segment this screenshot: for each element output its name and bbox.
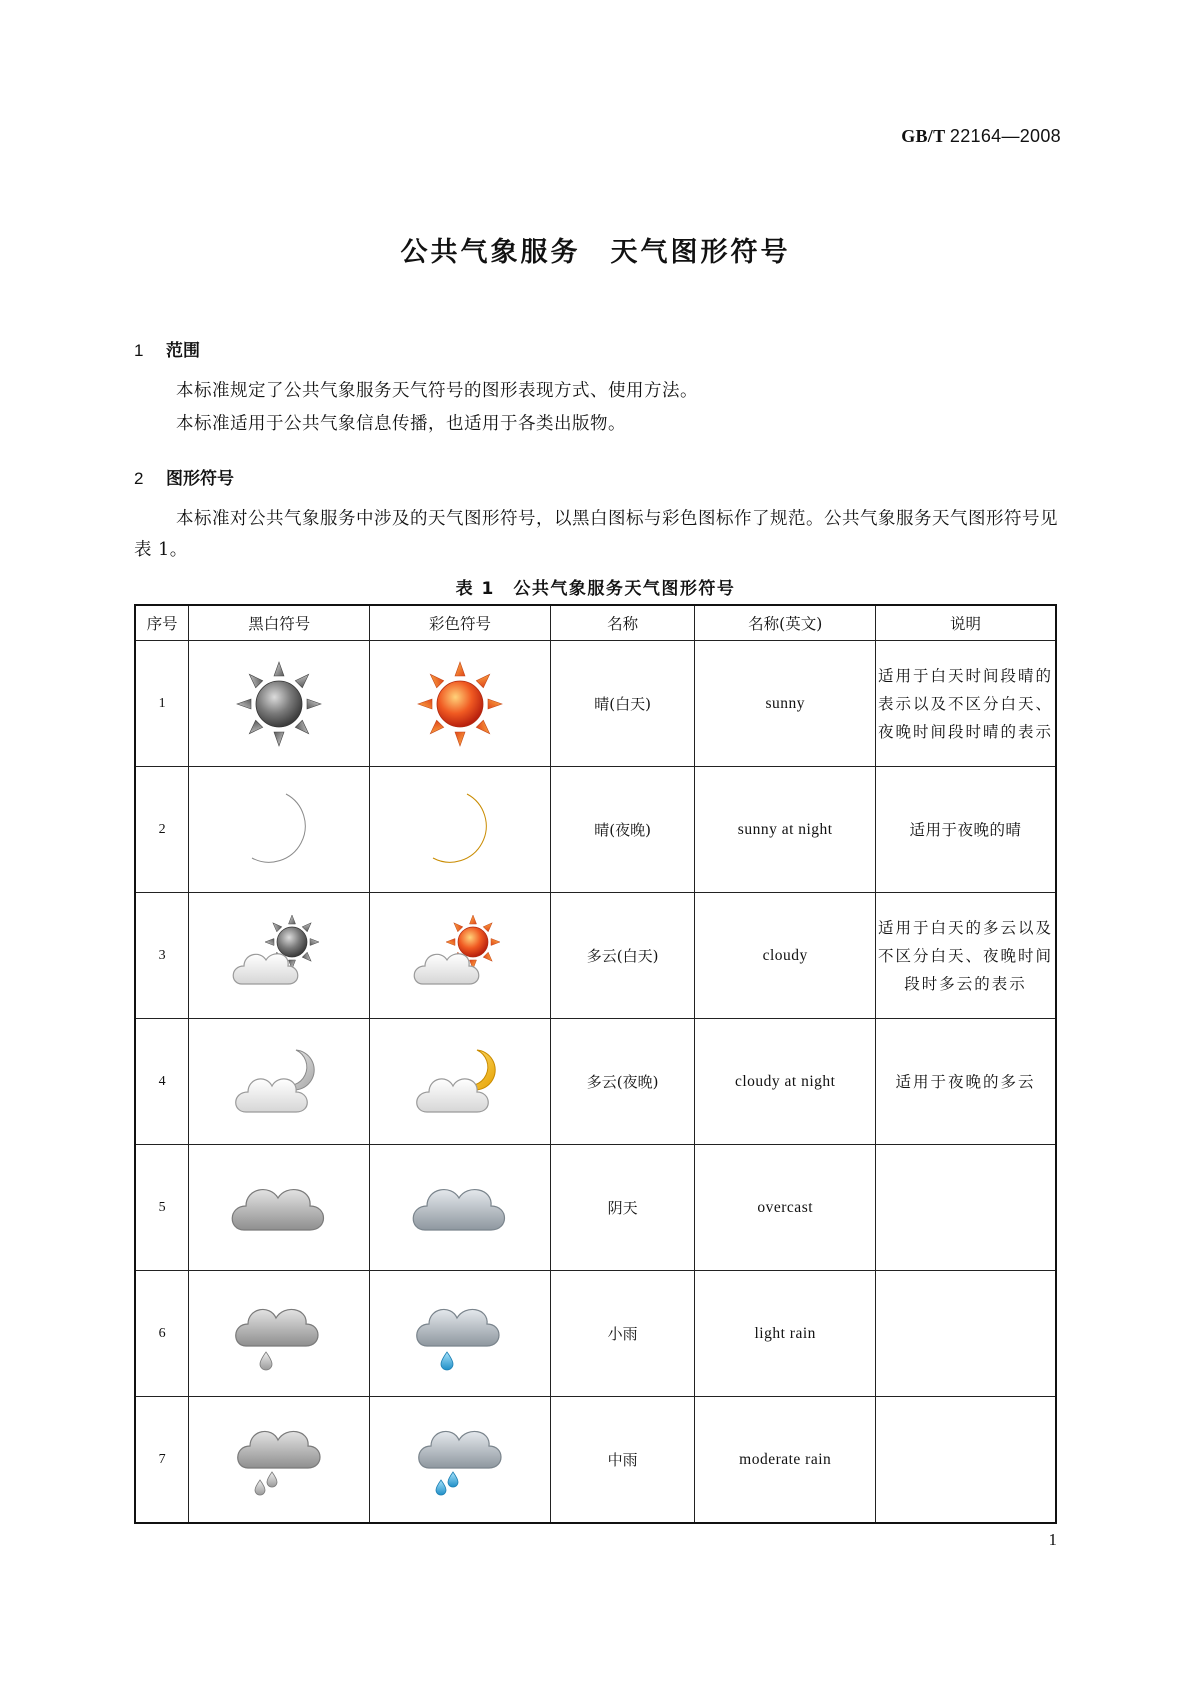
section-2-paragraph: 本标准对公共气象服务中涉及的天气图形符号，以黑白图标与彩色图标作了规范。公共气象服务天气图形符号见表 1。 bbox=[134, 509, 1058, 560]
cloud-moon-icon-color bbox=[405, 1032, 515, 1132]
page-number: 1 bbox=[1048, 1530, 1057, 1549]
weather-symbol-table bbox=[134, 604, 1057, 1524]
table-row bbox=[135, 1397, 1056, 1524]
cloud-sun-icon-mono bbox=[224, 906, 334, 1006]
light-rain-icon-color bbox=[405, 1284, 515, 1384]
table-row bbox=[135, 641, 1056, 767]
row-number: 6 bbox=[135, 1271, 189, 1397]
row-name: 中雨 bbox=[550, 1397, 695, 1524]
row-name: 晴(白天) bbox=[550, 641, 695, 767]
sun-icon-color bbox=[405, 654, 515, 754]
header-name-en: 名称(英文) bbox=[695, 605, 876, 641]
row-name: 多云(夜晚) bbox=[550, 1019, 695, 1145]
table-row bbox=[135, 1019, 1056, 1145]
section-1-paragraph-2: 本标准适用于公共气象信息传播，也适用于各类出版物。 bbox=[176, 414, 626, 434]
row-name: 晴(夜晚) bbox=[550, 767, 695, 893]
row-number: 3 bbox=[135, 893, 189, 1019]
moon-icon-mono bbox=[224, 780, 334, 880]
table-row bbox=[135, 767, 1056, 893]
row-description: 适用于白天时间段晴的表示以及不区分白天、夜晚时间段时晴的表示 bbox=[876, 641, 1057, 767]
row-number: 4 bbox=[135, 1019, 189, 1145]
header-name: 名称 bbox=[550, 605, 695, 641]
row-name-en: sunny bbox=[695, 641, 876, 767]
section-1-paragraph-1: 本标准规定了公共气象服务天气符号的图形表现方式、使用方法。 bbox=[176, 381, 698, 401]
row-name: 小雨 bbox=[550, 1271, 695, 1397]
header-mono-symbol: 黑白符号 bbox=[189, 605, 370, 641]
row-name-en: moderate rain bbox=[695, 1397, 876, 1524]
table-row bbox=[135, 893, 1056, 1019]
title-part2: 天气图形符号 bbox=[610, 237, 791, 268]
standard-number: GB/T 22164—2008 bbox=[901, 126, 1061, 146]
table-header-row bbox=[135, 605, 1056, 641]
row-name-en: cloudy bbox=[695, 893, 876, 1019]
moon-icon-color bbox=[405, 780, 515, 880]
table-row bbox=[135, 1271, 1056, 1397]
row-name-en: light rain bbox=[695, 1271, 876, 1397]
row-description bbox=[876, 1145, 1057, 1271]
row-number: 7 bbox=[135, 1397, 189, 1524]
row-description bbox=[876, 1397, 1057, 1524]
moderate-rain-icon-mono bbox=[224, 1410, 334, 1510]
row-name-en: cloudy at night bbox=[695, 1019, 876, 1145]
cloud-moon-icon-mono bbox=[224, 1032, 334, 1132]
section-2-heading: 2 图形符号 bbox=[134, 469, 234, 489]
table-row bbox=[135, 1145, 1056, 1271]
row-description: 适用于夜晚的多云 bbox=[876, 1019, 1057, 1145]
table-caption: 表 1 公共气象服务天气图形符号 bbox=[455, 579, 736, 599]
row-name: 阴天 bbox=[550, 1145, 695, 1271]
row-description: 适用于夜晚的晴 bbox=[876, 767, 1057, 893]
page-title bbox=[0, 230, 1191, 269]
row-description bbox=[876, 1271, 1057, 1397]
section-1-heading: 1 范围 bbox=[134, 341, 200, 361]
cloud-sun-icon-color bbox=[405, 906, 515, 1006]
overcast-cloud-icon-color bbox=[405, 1158, 515, 1258]
header-description: 说明 bbox=[876, 605, 1057, 641]
row-name-en: sunny at night bbox=[695, 767, 876, 893]
row-name: 多云(白天) bbox=[550, 893, 695, 1019]
row-number: 5 bbox=[135, 1145, 189, 1271]
row-number: 1 bbox=[135, 641, 189, 767]
overcast-cloud-icon-mono bbox=[224, 1158, 334, 1258]
title-part1: 公共气象服务 bbox=[400, 237, 581, 268]
row-number: 2 bbox=[135, 767, 189, 893]
header-no: 序号 bbox=[135, 605, 189, 641]
moderate-rain-icon-color bbox=[405, 1410, 515, 1510]
header-color-symbol: 彩色符号 bbox=[370, 605, 551, 641]
light-rain-icon-mono bbox=[224, 1284, 334, 1384]
sun-icon-mono bbox=[224, 654, 334, 754]
row-name-en: overcast bbox=[695, 1145, 876, 1271]
row-description: 适用于白天的多云以及不区分白天、夜晚时间段时多云的表示 bbox=[876, 893, 1057, 1019]
